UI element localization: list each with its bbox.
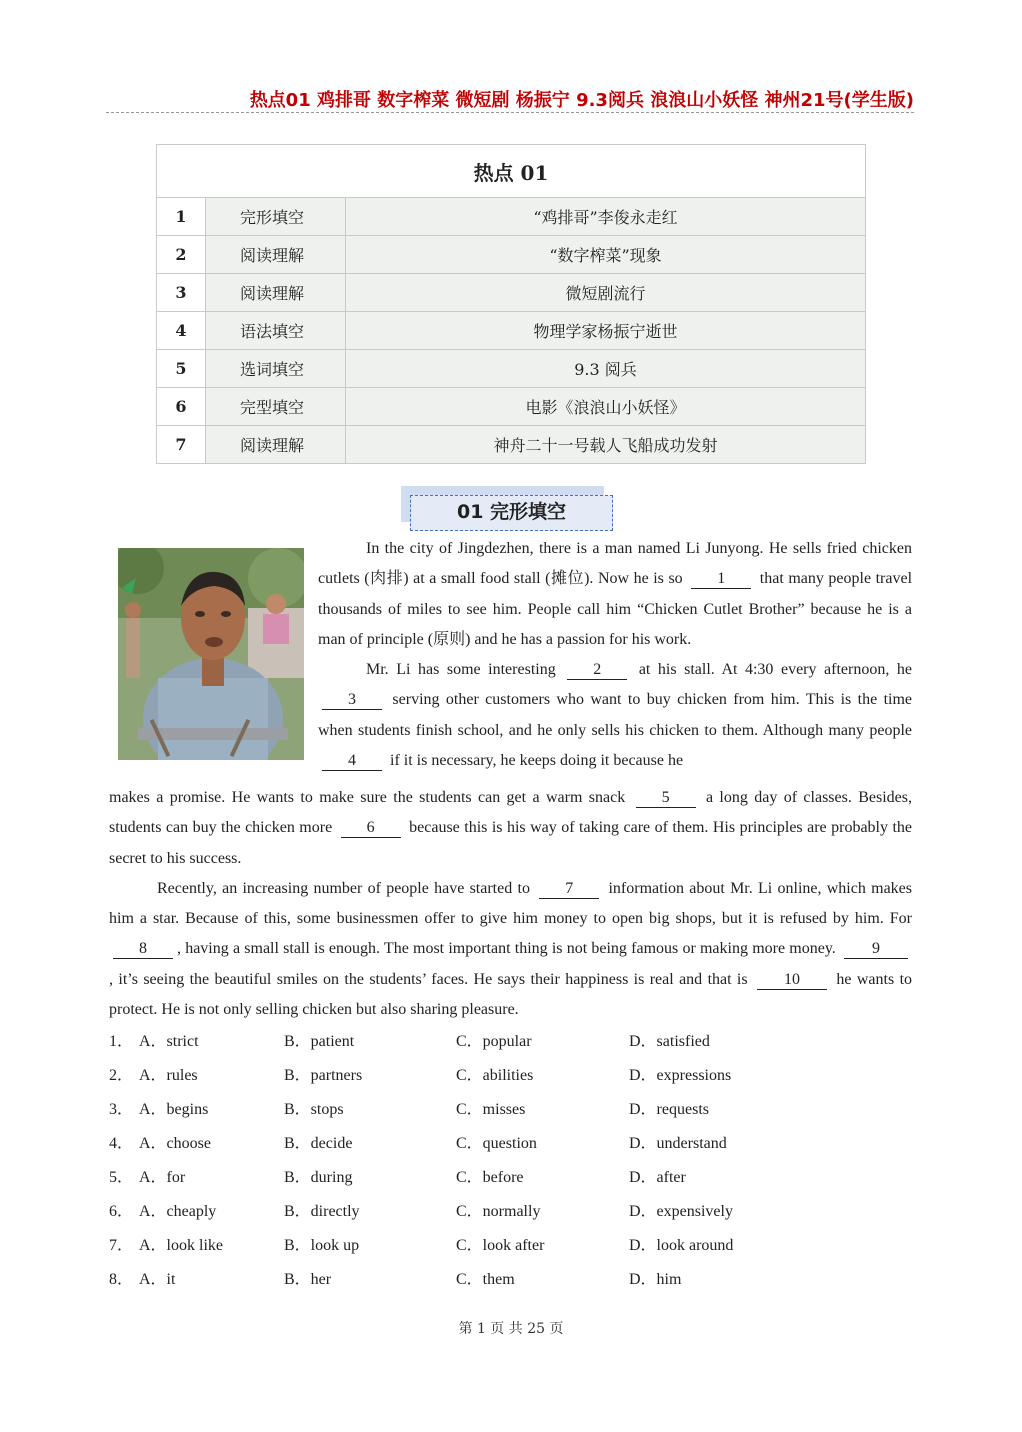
option-b: B．her <box>284 1271 332 1288</box>
question-number: 5． <box>109 1169 134 1186</box>
row-question-type: 完型填空 <box>206 388 346 426</box>
option-c: C．before <box>456 1169 524 1186</box>
row-question-type: 语法填空 <box>206 312 346 350</box>
option-c: C．normally <box>456 1203 541 1220</box>
option-c: C．them <box>456 1271 515 1288</box>
question-number: 6． <box>109 1203 134 1220</box>
option-d: D．expensively <box>629 1203 733 1220</box>
passage-text: Mr. Li has some interesting <box>366 661 556 679</box>
row-question-type: 阅读理解 <box>206 236 346 274</box>
row-number: 6 <box>157 388 206 426</box>
option-a: A．for <box>139 1169 186 1186</box>
row-topic: “鸡排哥”李俊永走红 <box>346 198 866 236</box>
option-a: A．rules <box>139 1067 198 1084</box>
row-topic: “数字榨菜”现象 <box>346 236 866 274</box>
row-question-type: 选词填空 <box>206 350 346 388</box>
row-number: 1 <box>157 198 206 236</box>
table-row <box>157 350 866 388</box>
passage-paragraph-3 <box>109 874 912 1025</box>
option-c: C．question <box>456 1135 537 1152</box>
option-b: B．decide <box>284 1135 353 1152</box>
option-d: D．him <box>629 1271 682 1288</box>
option-a: A．strict <box>139 1033 199 1050</box>
option-b: B．partners <box>284 1067 363 1084</box>
row-question-type: 完形填空 <box>206 198 346 236</box>
question-number: 4． <box>109 1135 134 1152</box>
option-c: C．look after <box>456 1237 545 1254</box>
blank-3: 3 <box>322 691 382 710</box>
option-d: D．understand <box>629 1135 727 1152</box>
question-number: 7． <box>109 1237 134 1254</box>
option-b: B．during <box>284 1169 353 1186</box>
option-c: C．misses <box>456 1101 526 1118</box>
passage-paragraph-1 <box>318 534 912 655</box>
option-b: B．patient <box>284 1033 355 1050</box>
passage-paragraph-2-start <box>318 655 912 776</box>
document-header-title: 热点01 鸡排哥 数字榨菜 微短剧 杨振宁 9.3阅兵 浪浪山小妖怪 神州21号(学生版) <box>249 90 914 111</box>
blank-7: 7 <box>539 880 599 899</box>
table-row <box>157 312 866 350</box>
option-row <box>109 1268 912 1302</box>
row-topic: 微短剧流行 <box>346 274 866 312</box>
blank-4: 4 <box>322 752 382 771</box>
question-number: 2． <box>109 1067 134 1084</box>
option-row <box>109 1166 912 1200</box>
option-d: D．look around <box>629 1237 734 1254</box>
row-topic: 神舟二十一号载人飞船成功发射 <box>346 426 866 464</box>
row-number: 3 <box>157 274 206 312</box>
blank-1: 1 <box>691 570 751 589</box>
passage-text: , it’s seeing the beautiful smiles on the students’ faces. He says their happiness is real and that is <box>109 970 748 988</box>
question-number: 3． <box>109 1101 134 1118</box>
option-row <box>109 1064 912 1098</box>
table-row <box>157 274 866 312</box>
passage-text: that many people travel thousands of miles to see him. People call him “Chicken Cutlet Brother” because he is a man of principle (原则) and he has a passion for his work. <box>318 570 913 648</box>
option-b: B．stops <box>284 1101 344 1118</box>
blank-10: 10 <box>757 971 827 990</box>
answer-options <box>109 1030 912 1302</box>
passage-text: he wants to protect. He is not only selling chicken but also sharing pleasure. <box>109 970 913 1019</box>
passage-block-full <box>109 783 912 1025</box>
option-row <box>109 1200 912 1234</box>
question-number: 1． <box>109 1033 134 1050</box>
option-a: A．look like <box>139 1237 223 1254</box>
vendor-photo <box>118 548 304 760</box>
passage-block-right <box>318 534 912 776</box>
option-b: B．look up <box>284 1237 360 1254</box>
table-row <box>157 426 866 464</box>
option-a: A．begins <box>139 1101 209 1118</box>
passage-text: , having a small stall is enough. The most important thing is not being famous or making more money. <box>177 940 836 958</box>
blank-5: 5 <box>636 789 696 808</box>
option-c: C．abilities <box>456 1067 534 1084</box>
row-number: 2 <box>157 236 206 274</box>
row-question-type: 阅读理解 <box>206 274 346 312</box>
header-divider <box>106 112 914 113</box>
row-topic: 物理学家杨振宁逝世 <box>346 312 866 350</box>
row-topic: 9.3 阅兵 <box>346 350 866 388</box>
blank-2: 2 <box>567 661 627 680</box>
passage-text: serving other customers who want to buy chicken from him. This is the time when students finish school, and he only sells his chicken to them. Although many people <box>318 691 913 739</box>
table-row <box>157 198 866 236</box>
passage-text: if it is necessary, he keeps doing it because he <box>390 752 684 770</box>
passage-text: at his stall. At 4:30 every afternoon, he <box>638 661 913 679</box>
option-d: D．satisfied <box>629 1033 710 1050</box>
option-d: D．requests <box>629 1101 709 1118</box>
option-b: B．directly <box>284 1203 360 1220</box>
passage-text: makes a promise. He wants to make sure the students can get a warm snack <box>109 789 626 806</box>
blank-6: 6 <box>341 819 401 838</box>
passage-text: information about Mr. Li online, which makes him a star. Because of this, some businessmen offer to give him money to open big shops, but it is refused by him. For <box>109 879 912 928</box>
option-row <box>109 1234 912 1268</box>
row-topic: 电影《浪浪山小妖怪》 <box>346 388 866 426</box>
row-number: 5 <box>157 350 206 388</box>
page-footer: 第 1 页 共 25 页 <box>458 1321 564 1337</box>
option-d: D．expressions <box>629 1067 732 1084</box>
option-d: D．after <box>629 1169 686 1186</box>
table-row <box>157 388 866 426</box>
table-row <box>157 236 866 274</box>
row-number: 7 <box>157 426 206 464</box>
question-number: 8． <box>109 1271 134 1288</box>
option-c: C．popular <box>456 1033 532 1050</box>
row-question-type: 阅读理解 <box>206 426 346 464</box>
section-heading: 01 完形填空 <box>410 495 613 531</box>
passage-text: because this is his way of taking care of them. His principles are probably the secret to his success. <box>109 819 913 867</box>
blank-9: 9 <box>844 940 908 959</box>
option-row <box>109 1098 912 1132</box>
passage-text: Recently, an increasing number of people have started to <box>157 879 530 897</box>
blank-8: 8 <box>113 940 173 959</box>
passage-text: a long day of classes. Besides, students can buy the chicken more <box>109 789 913 837</box>
option-a: A．choose <box>139 1135 211 1152</box>
topic-table <box>156 144 866 464</box>
row-number: 4 <box>157 312 206 350</box>
option-a: A．cheaply <box>139 1203 217 1220</box>
topic-table-title: 热点 01 <box>157 145 866 198</box>
option-a: A．it <box>139 1271 176 1288</box>
passage-paragraph-2-end <box>109 783 912 874</box>
passage-text: In the city of Jingdezhen, there is a man named Li Junyong. He sells fried chicken cutlets (肉排) at a small food stall (摊位). Now he is so <box>318 540 912 588</box>
option-row <box>109 1030 912 1064</box>
option-row <box>109 1132 912 1166</box>
topic-table-header-row <box>157 145 866 198</box>
